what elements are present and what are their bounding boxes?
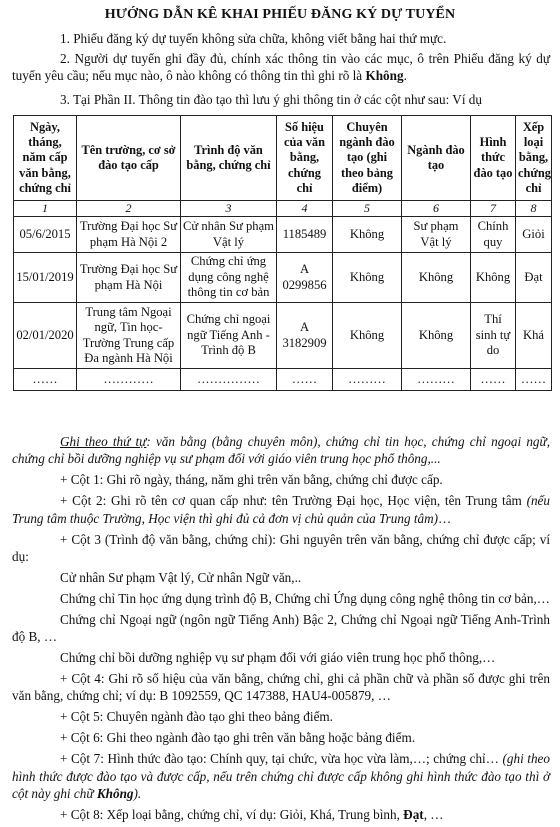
note-column-7-emphasis: Không [96,786,134,802]
note-example-1: Cử nhân Sư phạm Vật lý, Cử nhân Ngữ văn,.. [60,569,302,585]
table-cell: Giỏi [516,217,552,253]
column-number-row [14,201,552,217]
column-number: 6 [402,201,471,217]
table-cell: …… [471,369,516,391]
table-cell: 15/01/2019 [14,253,77,303]
column-number: 1 [14,201,77,217]
table-row [14,303,552,369]
note-order-label: Ghi theo thứ tự [60,434,147,449]
note-column-7 [12,750,550,802]
column-number: 3 [181,201,277,217]
note-column-2-italic: (nếu Trung tâm thuộc Trường, Học viện thì ghi đủ cả đơn vị chủ quản của Trung tâm) [12,493,550,526]
document-title: HƯỚNG DẪN KÊ KHAI PHIẾU ĐĂNG KÝ DỰ TUYỂN [104,7,456,22]
table-cell: Không [471,253,516,303]
note-column-8-end: , … [423,807,444,823]
table-cell: A 3182909 [277,303,333,369]
column-number: 2 [77,201,181,217]
table-cell: Chứng chỉ ứng dụng công nghệ thông tin cơ bản [181,253,277,303]
instruction-2-emphasis: Không [365,68,404,84]
note-order-text: : văn bằng (bằng chuyên môn), chứng chỉ tin học, chứng chỉ ngoại ngữ, chứng chỉ bồi dưỡng nghiệp vụ sư phạm đối với giáo viên trung học phổ thông,... [12,434,551,467]
table-cell: Chính quy [471,217,516,253]
note-column-7-text: + Cột 7: Hình thức đào tạo: Chính quy, tại chức, vừa học vừa làm,…; chứng chỉ… [60,751,503,767]
table-cell: Cử nhân Sư phạm Vật lý [181,217,277,253]
table-cell: ………… [77,369,181,391]
table-cell: A 0299856 [277,253,333,303]
table-row [14,253,552,303]
header-cell: Xếp loại bằng, chứng chỉ [516,116,552,201]
note-column-8-emphasis: Đạt [403,807,424,823]
note-column-8-text: + Cột 8: Xếp loại bằng, chứng chỉ, ví dụ: Giỏi, Khá, Trung bình, [60,807,404,823]
table-cell: 02/01/2020 [14,303,77,369]
column-number: 7 [471,201,516,217]
note-column-2 [12,492,550,527]
column-number: 4 [277,201,333,217]
note-column-7-end: ). [133,786,142,802]
note-example-3: Chứng chỉ Ngoại ngữ (ngôn ngữ Tiếng Anh) Bậc 2, Chứng chỉ Ngoại ngữ Tiếng Anh-Trình độ B, … [12,611,550,645]
note-example-2: Chứng chỉ Tin học ứng dụng trình độ B, Chứng chỉ Ứng dụng công nghệ thông tin cơ bản,… [60,590,550,606]
note-column-5: + Cột 5: Chuyên ngành đào tạo ghi theo bảng điểm. [60,709,333,725]
table-cell: 05/6/2015 [14,217,77,253]
table-header-row [14,116,552,201]
table-cell: 1185489 [277,217,333,253]
header-cell: Hình thức đào tạo [471,116,516,201]
column-number: 5 [333,201,402,217]
note-example-4: Chứng chỉ bồi dưỡng nghiệp vụ sư phạm đối với giáo viên trung học phổ thông,… [60,650,496,666]
header-cell: Chuyên ngành đào tạo (ghi theo bảng điểm) [333,116,402,201]
table-cell: Chứng chỉ ngoại ngữ Tiếng Anh - Trình độ B [181,303,277,369]
note-order [12,433,550,468]
note-column-6: + Cột 6: Ghi theo ngành đào tạo ghi trên văn bằng hoặc bảng điểm. [60,730,415,746]
training-info-table [13,115,552,391]
instruction-2-text: 2. Người dự tuyển ghi đầy đủ, chính xác thông tin vào các mục, ô trên Phiếu đăng ký dự tuyển yêu cầu; nếu mục nào, ô nào không có thông tin thì ghi rõ là [12,51,550,84]
instruction-2 [12,50,550,85]
note-column-2-text: + Cột 2: Ghi rõ tên cơ quan cấp như: tên Trường Đại học, Học viện, tên Trung tâm [60,493,527,509]
table-cell: …… [516,369,552,391]
instruction-1: 1. Phiếu đăng ký dự tuyển không sửa chữa, không viết bằng hai thứ mực. [60,31,447,46]
note-column-4: + Cột 4: Ghi rõ số hiệu của văn bằng, chứng chỉ, ghi cả phần chữ và phần số được ghi trên văn bằng, chứng chỉ; ví dụ: B 1092559, QC 147388, HAU4-005879, … [12,671,550,704]
note-column-3: + Cột 3 (Trình độ văn bằng, chứng chỉ): Ghi nguyên trên văn bằng, chứng chỉ được cấp; ví dụ: [12,531,550,565]
table-cell: ……… [402,369,471,391]
note-column-1: + Cột 1: Ghi rõ ngày, tháng, năm ghi trên văn bằng, chứng chỉ được cấp. [60,472,443,488]
table-cell: …………… [181,369,277,391]
table-cell: Trung tâm Ngoại ngữ, Tin học-Trường Trung cấp Đa ngành Hà Nội [77,303,181,369]
table-cell: Sư phạm Vật lý [402,217,471,253]
table-cell: Không [333,217,402,253]
header-cell: Số hiệu của văn bằng, chứng chỉ [277,116,333,201]
table-cell: Trường Đại học Sư phạm Hà Nội [77,253,181,303]
header-cell: Ngày, tháng, năm cấp văn bằng, chứng chỉ [14,116,77,201]
table-cell: …… [14,369,77,391]
table-cell: Đạt [516,253,552,303]
table-row [14,217,552,253]
note-column-2-end: … [438,510,452,526]
column-number: 8 [516,201,552,217]
header-cell: Trình độ văn bằng, chứng chỉ [181,116,277,201]
instruction-3: 3. Tại Phần II. Thông tin đào tạo thì lưu ý ghi thông tin ở các cột như sau: Ví dụ [60,92,482,107]
table-cell: Trường Đại học Sư phạm Hà Nội 2 [77,217,181,253]
table-cell: Không [333,253,402,303]
header-cell: Tên trường, cơ sở đào tạo cấp [77,116,181,201]
note-column-7-italic: (ghi theo hình thức được đào tạo và được cấp, nếu trên chứng chỉ được cấp không ghi hình thức đào tạo thì ở cột này ghi chữ [12,751,550,802]
note-column-8 [12,806,550,823]
table-cell: Không [402,253,471,303]
table-cell: ……… [333,369,402,391]
table-cell: Không [333,303,402,369]
header-cell: Ngành đào tạo [402,116,471,201]
table-cell: Không [402,303,471,369]
table-cell: Khá [516,303,552,369]
column-notes [12,433,550,827]
table-cell: Thí sinh tự do [471,303,516,369]
table-cell: …… [277,369,333,391]
instruction-2-end: . [403,68,407,84]
table-row [14,369,552,391]
